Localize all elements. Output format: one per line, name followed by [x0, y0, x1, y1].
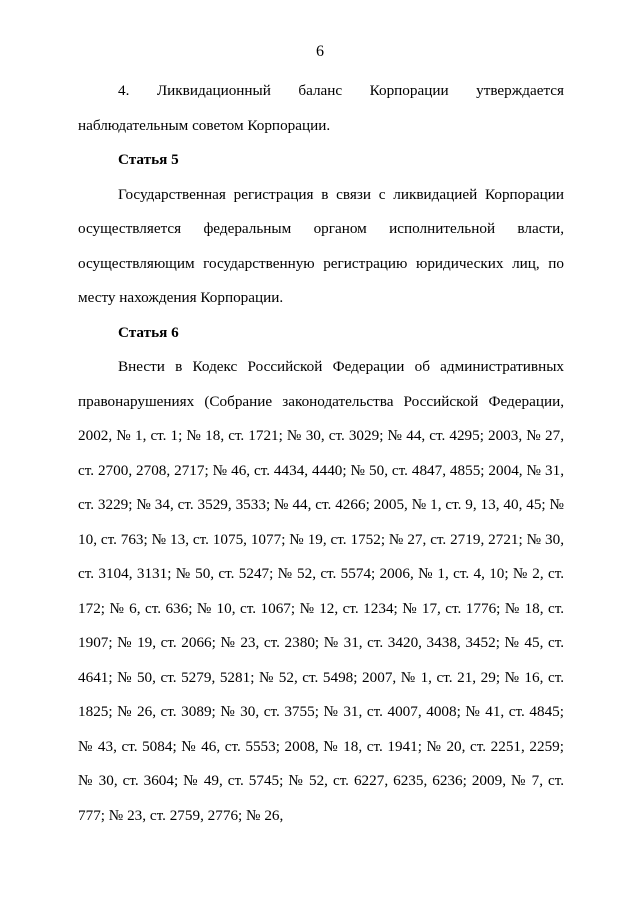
article-5-heading: Статья 5	[118, 151, 179, 168]
article-6-heading: Статья 6	[118, 323, 179, 341]
paragraph-liquidation-balance: 4. Ликвидационный баланс Корпорации утверждается наблюдательным советом Корпорации.	[78, 82, 564, 134]
article-5-text: Государственная регистрация в связи с ликвидацией Корпорации осуществляется федеральным органом исполнительной власти, осуществляющим государственную регистрацию юридических лиц, по месту нахождения Корпорации.	[78, 185, 564, 306]
page-number: 6	[316, 43, 324, 60]
document-body	[78, 74, 564, 833]
article-6-text: Внести в Кодекс Российской Федерации об административных правонарушениях (Собрание законодательства Российской Федерации, 2002, № 1, ст. 1; № 18, ст. 1721; № 30, ст. 3029; № 44, ст. 4295; 2003, № 27, ст. 2700, 2708, 2717; № 46, ст. 4434, 4440; № 50, ст. 4847, 4855; 2004, № 31, ст. 3229; № 34, ст. 3529, 3533; № 44, ст. 4266; 2005, № 1, ст. 9, 13, 40, 45; № 10, ст. 763; № 13, ст. 1075, 1077; № 19, ст. 1752; № 27, ст. 2719, 2721; № 30, ст. 3104, 3131; № 50, ст. 5247; № 52, ст. 5574; 2006, № 1, ст. 4, 10; № 2, ст. 172; № 6, ст. 636; № 10, ст. 1067; № 12, ст. 1234; № 17, ст. 1776; № 18, ст. 1907; № 19, ст. 2066; № 23, ст. 2380; № 31, ст. 3420, 3438, 3452; № 45, ст. 4641; № 50, ст. 5279, 5281; № 52, ст. 5498; 2007, № 1, ст. 21, 29; № 16, ст. 1825; № 26, ст. 3089; № 30, ст. 3755; № 31, ст. 4007, 4008; № 41, ст. 4845; № 43, ст. 5084; № 46, ст. 5553; 2008, № 18, ст. 1941; № 20, ст. 2251, 2259; № 30, ст. 3604; № 49, ст. 5745; № 52, ст. 6227, 6235, 6236; 2009, № 7, ст. 777; № 23, ст. 2759, 2776; № 26,	[78, 358, 564, 824]
